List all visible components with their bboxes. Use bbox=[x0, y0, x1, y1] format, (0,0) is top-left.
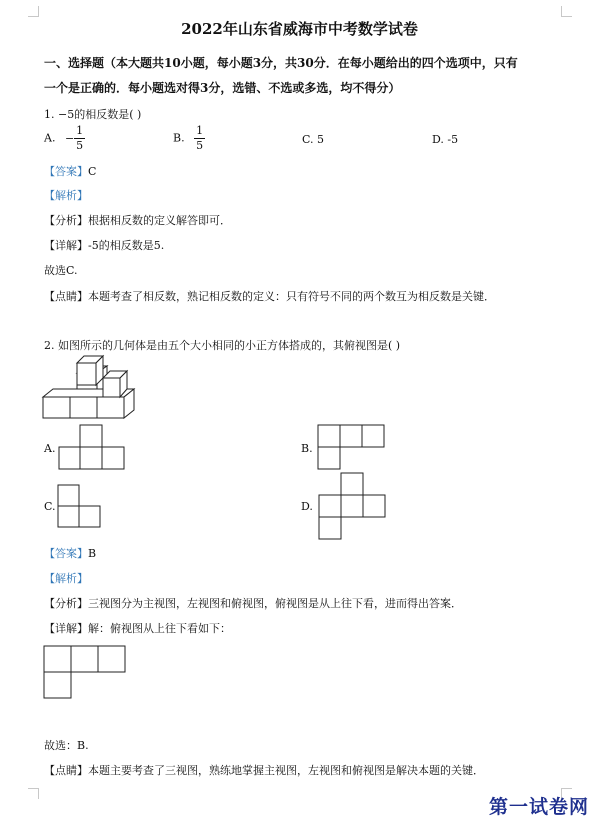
grid-cell bbox=[44, 672, 71, 698]
q2-dianjing-line bbox=[44, 762, 484, 778]
q1-dianjing-tag: 【点睛】 bbox=[44, 290, 88, 303]
q1-option-b bbox=[173, 124, 205, 153]
q2-option-a-figure bbox=[59, 425, 127, 469]
q1-fenxi-line bbox=[44, 212, 231, 228]
q2-fenxi: 三视图分为主视图，左视图和俯视图，俯视图是从上往下看，进而得出答案． bbox=[88, 597, 462, 610]
q2-option-c-label: C. bbox=[44, 500, 56, 513]
grid-cell bbox=[363, 495, 385, 517]
q2-option-b-label: B. bbox=[301, 442, 313, 455]
solid-face bbox=[77, 363, 96, 385]
q1-fenxi-tag: 【分析】 bbox=[44, 214, 88, 227]
grid-cell bbox=[102, 447, 124, 469]
q2-option-d-figure bbox=[319, 473, 389, 539]
q1-conclusion: 故选C. bbox=[44, 264, 78, 277]
q1-option-b-denominator: 5 bbox=[196, 139, 204, 152]
grid-cell bbox=[71, 646, 98, 672]
q1-option-d: D. -5 bbox=[432, 133, 459, 146]
solid-face bbox=[43, 397, 70, 418]
q2-dianjing: 本题主要考查了三视图，熟练地掌握主视图，左视图和俯视图是解决本题的关键． bbox=[88, 764, 484, 777]
section-heading-line1: 一、选择题（本大题共10小题，每小题3分，共30分．在每小题给出的四个选项中，只有 bbox=[44, 56, 518, 70]
q1-option-c: C. 5 bbox=[302, 133, 325, 146]
q2-option-b-figure bbox=[318, 425, 388, 469]
q1-option-b-numerator: 1 bbox=[196, 124, 204, 137]
q1-dianjing-line bbox=[44, 288, 495, 304]
grid-cell bbox=[362, 425, 384, 447]
q2-stem: 2. 如图所示的几何体是由五个大小相同的小正方体搭成的，其俯视图是( ) bbox=[44, 339, 401, 352]
q1-option-b-label: B. bbox=[173, 131, 185, 145]
q1-analysis-tag: 【解析】 bbox=[44, 189, 88, 202]
section-heading-line2: 一个是正确的．每小题选对得3分，选错、不选或多选，均不得分） bbox=[44, 81, 401, 95]
solid-face bbox=[70, 397, 97, 418]
q1-option-a-sign: − bbox=[64, 131, 75, 145]
crop-mark-top-left bbox=[28, 6, 39, 17]
grid-cell bbox=[318, 425, 340, 447]
q2-xiangjie-tag: 【详解】 bbox=[44, 622, 88, 635]
q1-xiangjie-line bbox=[44, 237, 164, 253]
solid-face bbox=[97, 397, 124, 418]
q1-answer: C bbox=[88, 165, 97, 178]
footer-watermark[interactable]: 第一试卷网 bbox=[488, 796, 589, 818]
q2-conclusion: 故选：B. bbox=[44, 739, 89, 752]
grid-cell bbox=[79, 506, 100, 527]
page-title: 2022年山东省威海市中考数学试卷 bbox=[181, 20, 418, 38]
q2-option-c-figure bbox=[58, 485, 104, 529]
q1-option-b-fraction bbox=[194, 124, 205, 153]
q2-option-a-label: A. bbox=[44, 442, 56, 455]
q2-fenxi-tag: 【分析】 bbox=[44, 597, 88, 610]
q2-xiangjie: 解：俯视图从上往下看如下： bbox=[88, 622, 231, 635]
grid-cell bbox=[58, 485, 79, 506]
grid-cell bbox=[80, 425, 102, 447]
q1-stem: 1. −5的相反数是( ) bbox=[44, 108, 142, 121]
q1-dianjing: 本题考查了相反数，熟记相反数的定义：只有符号不同的两个数互为相反数是关键． bbox=[88, 290, 495, 303]
q1-answer-line bbox=[44, 163, 96, 179]
q2-option-d-label: D. bbox=[301, 500, 313, 513]
grid-cell bbox=[341, 473, 363, 495]
q2-solution-figure bbox=[44, 646, 128, 700]
grid-cell bbox=[319, 517, 341, 539]
crop-mark-bottom-left bbox=[28, 788, 39, 799]
q2-dianjing-tag: 【点睛】 bbox=[44, 764, 88, 777]
q1-option-a-fraction bbox=[74, 124, 85, 153]
q1-option-a-label: A. bbox=[44, 131, 56, 145]
grid-cell bbox=[98, 646, 125, 672]
q2-answer-line bbox=[44, 545, 96, 561]
q2-fenxi-line bbox=[44, 595, 462, 611]
q1-xiangjie-tag: 【详解】 bbox=[44, 239, 88, 252]
q2-solid-figure bbox=[43, 356, 163, 420]
q2-analysis-tag: 【解析】 bbox=[44, 572, 88, 585]
grid-cell bbox=[319, 495, 341, 517]
grid-cell bbox=[44, 646, 71, 672]
solid-face bbox=[103, 378, 120, 397]
grid-cell bbox=[318, 447, 340, 469]
grid-cell bbox=[341, 495, 363, 517]
grid-cell bbox=[80, 447, 102, 469]
q1-option-a-denominator: 5 bbox=[76, 139, 84, 152]
q1-xiangjie: -5的相反数是5. bbox=[88, 239, 165, 252]
grid-cell bbox=[58, 506, 79, 527]
q2-answer: B bbox=[88, 547, 97, 560]
q1-option-a-numerator: 1 bbox=[76, 124, 84, 137]
q2-answer-tag: 【答案】 bbox=[44, 547, 88, 560]
q1-answer-tag: 【答案】 bbox=[44, 165, 88, 178]
grid-cell bbox=[59, 447, 81, 469]
q1-fenxi: 根据相反数的定义解答即可． bbox=[88, 214, 231, 227]
crop-mark-top-right bbox=[561, 6, 572, 17]
q1-option-a bbox=[44, 124, 85, 153]
q2-xiangjie-line bbox=[44, 620, 231, 636]
grid-cell bbox=[340, 425, 362, 447]
